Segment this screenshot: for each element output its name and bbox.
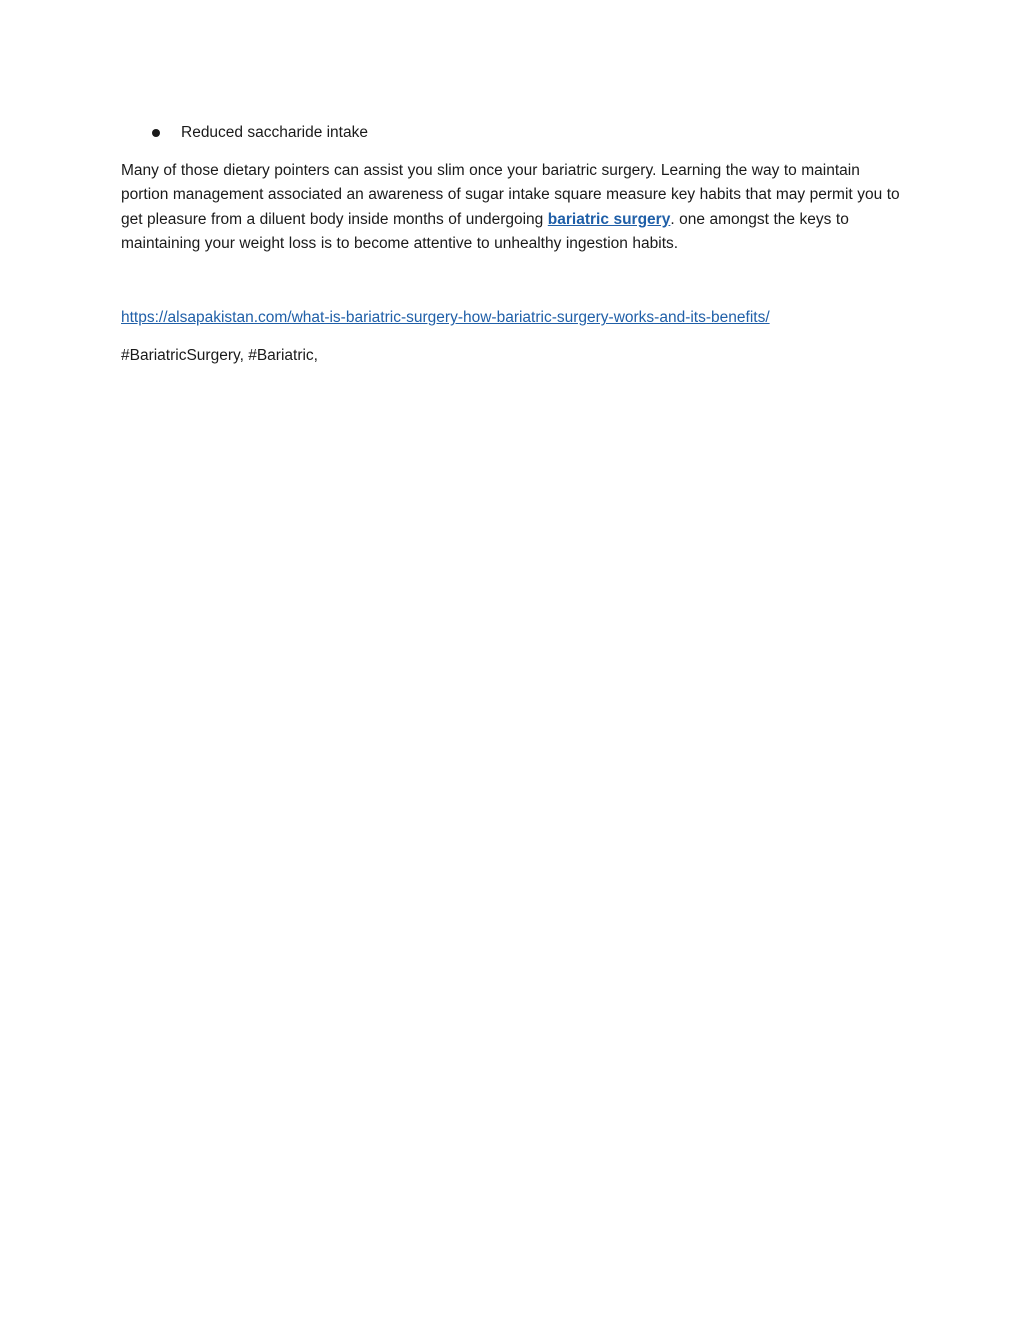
list-item (121, 121, 911, 145)
paragraph-text-after: . one amongst the keys to maintaining your weight loss is to become attentive to unhealthy ingestion habits. (121, 210, 849, 252)
paragraph-text-before: Many of those dietary pointers can assist you slim once your bariatric surgery. Learning the way to maintain portion management associated an awareness of sugar intake square measure key habits that may permit you to get pleasure from a diluent body inside months of undergoing (121, 162, 900, 228)
bullet-list (121, 121, 911, 145)
hashtags: #BariatricSurgery, #Bariatric, (121, 347, 318, 365)
bullet-icon (152, 129, 160, 137)
source-url-link[interactable]: https://alsapakistan.com/what-is-bariatric-surgery-how-bariatric-surgery-works-and-its-benefits/ (121, 309, 770, 327)
bullet-text: Reduced saccharide intake (181, 124, 368, 141)
body-paragraph (121, 159, 911, 256)
bariatric-surgery-link[interactable]: bariatric surgery (547, 210, 671, 228)
document-body (121, 121, 911, 368)
source-url-line (121, 306, 911, 330)
